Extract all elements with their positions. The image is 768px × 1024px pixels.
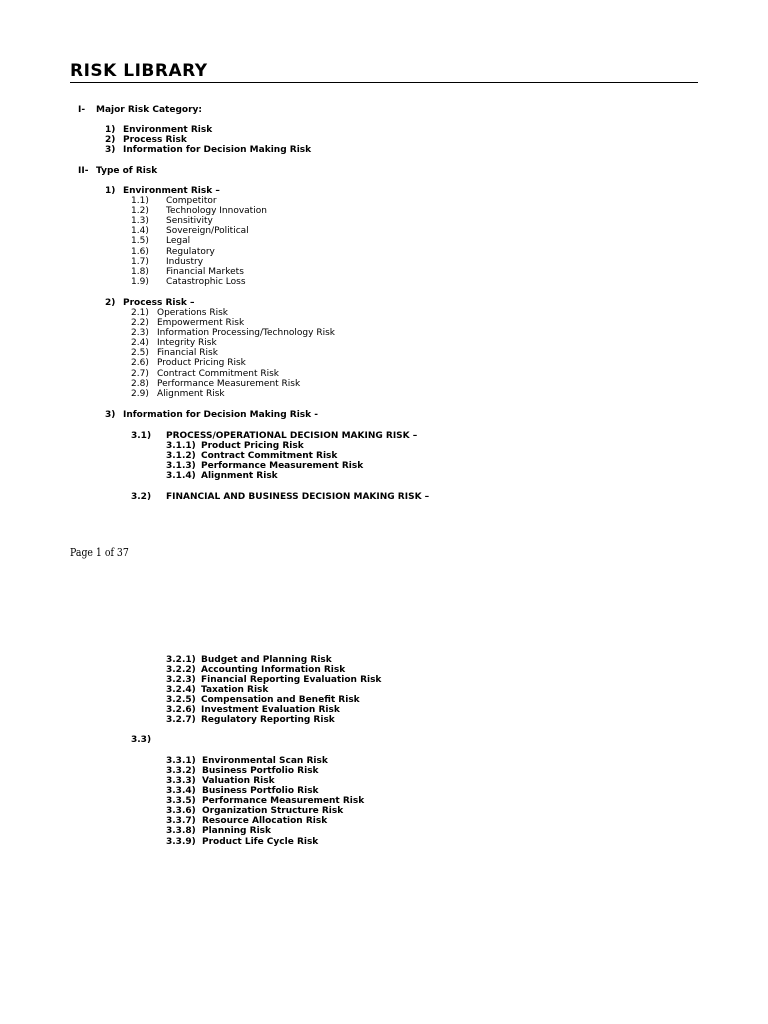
item-number: 3.2.6) xyxy=(166,705,196,715)
item-label: Performance Measurement Risk xyxy=(201,461,364,471)
item-label: Planning Risk xyxy=(202,826,271,836)
item-number: 1.5) xyxy=(131,236,149,246)
item-label: Investment Evaluation Risk xyxy=(201,705,340,715)
section-2-title: Type of Risk xyxy=(96,166,158,176)
section-2-numeral: II- xyxy=(78,166,89,176)
item-label: Financial Reporting Evaluation Risk xyxy=(201,675,382,685)
item-label: Contract Commitment Risk xyxy=(201,451,338,461)
item-number: 1.1) xyxy=(131,196,149,206)
item-number: 1.6) xyxy=(131,247,149,257)
item-label: Competitor xyxy=(166,196,217,206)
item-label: Budget and Planning Risk xyxy=(201,655,332,665)
item-label: Sensitivity xyxy=(166,216,213,226)
item-label: Resource Allocation Risk xyxy=(202,816,328,826)
item-number: 3.3.8) xyxy=(166,826,196,836)
item-number: 3.2.3) xyxy=(166,675,196,685)
item-number: 2.8) xyxy=(131,379,149,389)
item-number: 3.1.1) xyxy=(166,441,196,451)
item-number: 3.1.3) xyxy=(166,461,196,471)
item-number: 2.1) xyxy=(131,308,149,318)
item-label: Business Portfolio Risk xyxy=(202,786,319,796)
item-label: Information Processing/Technology Risk xyxy=(157,328,335,338)
section-1-numeral: I- xyxy=(78,105,86,115)
item-number: 3.1.4) xyxy=(166,471,196,481)
item-number: 1.3) xyxy=(131,216,149,226)
item-number: 3.3.2) xyxy=(166,766,196,776)
item-number: 1.9) xyxy=(131,277,149,287)
item-label: Financial Risk xyxy=(157,348,218,358)
item-label: Information for Decision Making Risk - xyxy=(123,410,318,420)
item-number: 3.2) xyxy=(131,492,152,502)
item-number: 3.3.3) xyxy=(166,776,196,786)
page-title: RISK LIBRARY xyxy=(70,61,208,81)
item-number: 3.3.6) xyxy=(166,806,196,816)
item-label: Environment Risk xyxy=(123,125,213,135)
item-label: Valuation Risk xyxy=(202,776,275,786)
item-label: Regulatory Reporting Risk xyxy=(201,715,335,725)
item-label: Information for Decision Making Risk xyxy=(123,145,312,155)
item-label: Product Life Cycle Risk xyxy=(202,837,319,847)
item-number: 1.2) xyxy=(131,206,149,216)
item-number: 2.3) xyxy=(131,328,149,338)
item-number: 2.6) xyxy=(131,358,149,368)
item-number: 3.2.7) xyxy=(166,715,196,725)
item-number: 1.4) xyxy=(131,226,149,236)
page-number: Page 1 of 37 xyxy=(70,546,129,559)
item-label: Performance Measurement Risk xyxy=(157,379,301,389)
item-label: Financial Markets xyxy=(166,267,244,277)
item-number: 2.5) xyxy=(131,348,149,358)
item-label: Compensation and Benefit Risk xyxy=(201,695,360,705)
item-number: 3.2.1) xyxy=(166,655,196,665)
item-label: Legal xyxy=(166,236,191,246)
item-number: 2.9) xyxy=(131,389,149,399)
item-label: Integrity Risk xyxy=(157,338,217,348)
item-number: 2) xyxy=(105,135,116,145)
item-number: 3.3.1) xyxy=(166,756,196,766)
item-label: Contract Commitment Risk xyxy=(157,369,279,379)
item-label: Process Risk – xyxy=(123,298,195,308)
item-number: 3.3) xyxy=(131,735,152,745)
item-number: 3.3.5) xyxy=(166,796,196,806)
item-number: 3.3.7) xyxy=(166,816,196,826)
item-label: Regulatory xyxy=(166,247,215,257)
item-number: 2.2) xyxy=(131,318,149,328)
item-number: 2) xyxy=(105,298,116,308)
item-number: 2.7) xyxy=(131,369,149,379)
item-number: 3.2.4) xyxy=(166,685,196,695)
item-label: Alignment Risk xyxy=(157,389,225,399)
item-label: Technology Innovation xyxy=(166,206,267,216)
item-label: Environmental Scan Risk xyxy=(202,756,328,766)
item-number: 1.8) xyxy=(131,267,149,277)
item-number: 1) xyxy=(105,125,116,135)
item-label: Sovereign/Political xyxy=(166,226,249,236)
item-label: Empowerment Risk xyxy=(157,318,245,328)
item-label: Taxation Risk xyxy=(201,685,269,695)
item-label: Industry xyxy=(166,257,204,267)
item-number: 3.2.2) xyxy=(166,665,196,675)
item-label: FINANCIAL AND BUSINESS DECISION MAKING RISK – xyxy=(166,492,430,502)
item-label: Organization Structure Risk xyxy=(202,806,344,816)
item-label: Product Pricing Risk xyxy=(157,358,246,368)
item-number: 1) xyxy=(105,186,116,196)
title-divider xyxy=(70,82,698,83)
item-number: 3) xyxy=(105,410,116,420)
item-number: 3) xyxy=(105,145,116,155)
item-number: 3.3.4) xyxy=(166,786,196,796)
item-label: Accounting Information Risk xyxy=(201,665,346,675)
item-number: 1.7) xyxy=(131,257,149,267)
item-number: 3.1) xyxy=(131,431,152,441)
item-label: Process Risk xyxy=(123,135,187,145)
item-number: 3.2.5) xyxy=(166,695,196,705)
item-label: Operations Risk xyxy=(157,308,228,318)
item-label: Environment Risk – xyxy=(123,186,220,196)
item-number: 3.3.9) xyxy=(166,837,196,847)
item-label: Performance Measurement Risk xyxy=(202,796,365,806)
item-label: Product Pricing Risk xyxy=(201,441,304,451)
item-label: Alignment Risk xyxy=(201,471,278,481)
section-1-title: Major Risk Category: xyxy=(96,105,202,115)
item-label: PROCESS/OPERATIONAL DECISION MAKING RISK – xyxy=(166,431,418,441)
item-number: 3.1.2) xyxy=(166,451,196,461)
item-number: 2.4) xyxy=(131,338,149,348)
item-label: Catastrophic Loss xyxy=(166,277,246,287)
item-label: Business Portfolio Risk xyxy=(202,766,319,776)
